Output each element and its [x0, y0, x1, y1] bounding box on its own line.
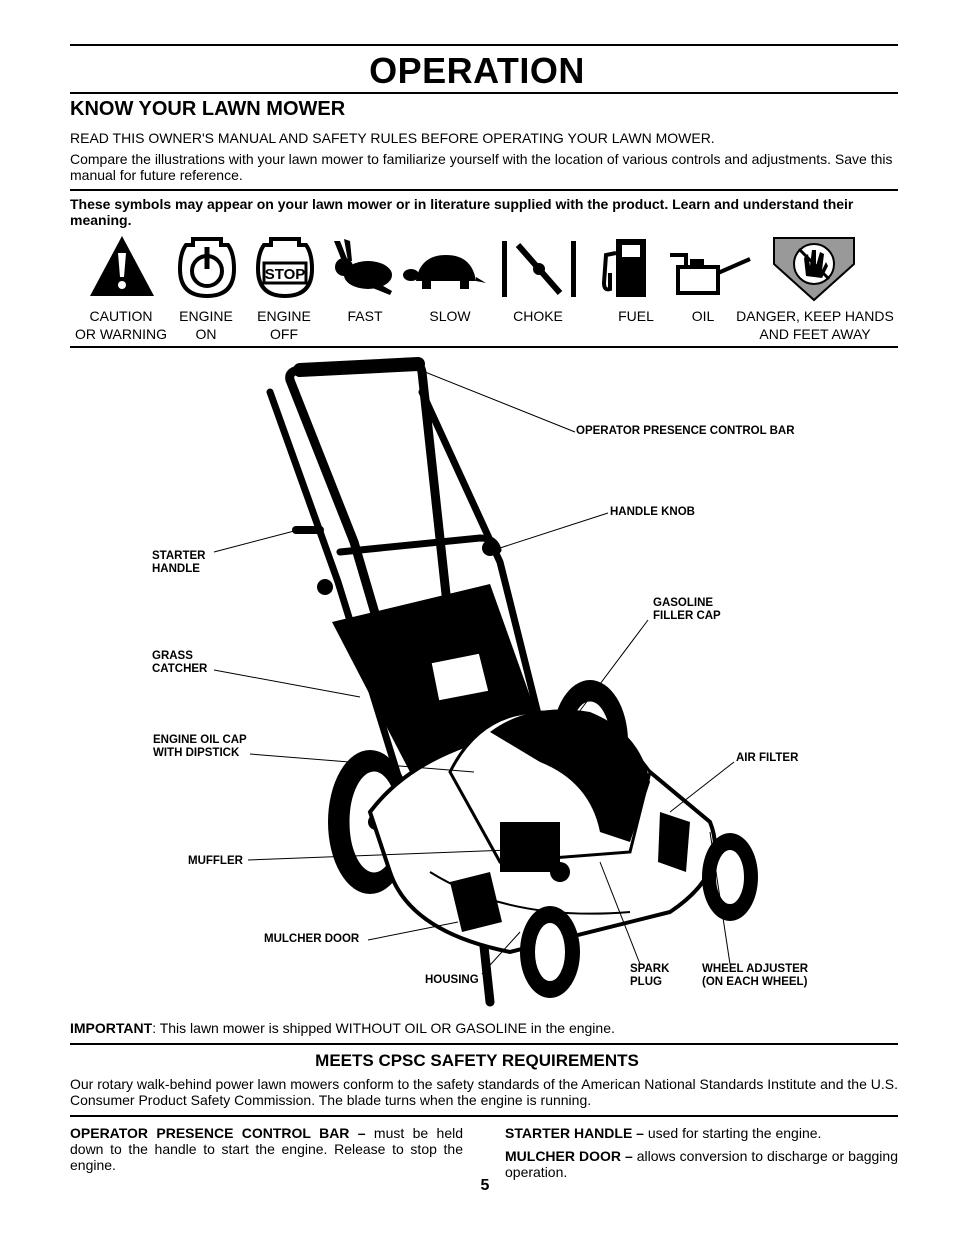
caution-triangle-icon	[88, 233, 156, 299]
lawn-mower-illustration	[70, 352, 898, 1012]
choke-icon	[502, 233, 578, 299]
symbol-label-slow: SLOW	[429, 308, 471, 324]
symbol-label-caution: CAUTION OR WARNING	[74, 308, 168, 342]
rabbit-icon	[330, 233, 400, 299]
keep-hands-away-icon	[772, 236, 856, 302]
mulcher-term: MULCHER DOOR –	[505, 1148, 633, 1164]
opc-term: OPERATOR PRESENCE CONTROL BAR –	[70, 1125, 366, 1141]
section-title: KNOW YOUR LAWN MOWER	[70, 98, 346, 120]
starter-term: STARTER HANDLE –	[505, 1125, 644, 1141]
important-text: : This lawn mower is shipped WITHOUT OIL OR GASOLINE in the engine.	[152, 1020, 615, 1036]
turtle-icon	[402, 233, 488, 299]
symbols-rule-top	[70, 189, 898, 191]
callout-grass-catcher: GRASS CATCHER	[152, 650, 208, 675]
engine-off-stop-icon	[256, 233, 314, 299]
svg-text:STOP: STOP	[264, 266, 306, 283]
starter-text: used for starting the engine.	[643, 1125, 822, 1141]
symbols-note: These symbols may appear on your lawn mower or in literature supplied with the product. Learn and understand their meaning.	[70, 196, 854, 228]
cpsc-title: MEETS CPSC SAFETY REQUIREMENTS	[315, 1051, 639, 1070]
callout-housing: HOUSING	[425, 974, 479, 986]
symbols-rule-bottom	[70, 346, 898, 348]
callout-gasoline-filler-cap: GASOLINE FILLER CAP	[653, 597, 721, 622]
callout-muffler: MUFFLER	[188, 855, 243, 867]
callout-handle-knob: HANDLE KNOB	[610, 506, 695, 518]
important-label: IMPORTANT	[70, 1020, 153, 1036]
opc-text: must be held down to the handle to start the engine. Release to stop the engine.	[70, 1125, 463, 1173]
symbol-label-fast: FAST	[347, 308, 383, 324]
title-rule	[70, 92, 898, 94]
symbol-label-engine-on: ENGINE ON	[179, 308, 233, 342]
intro-text: Compare the illustrations with your lawn mower to familiarize yourself with the location of various controls and adjustments. Save this manual for future reference.	[70, 151, 893, 183]
symbol-label-oil: OIL	[691, 308, 715, 324]
intro-caps: READ THIS OWNER'S MANUAL AND SAFETY RULES BEFORE OPERATING YOUR LAWN MOWER.	[70, 130, 715, 146]
cpsc-rule-bottom	[70, 1115, 898, 1117]
cpsc-rule-top	[70, 1043, 898, 1045]
symbol-label-keep-hands-away: DANGER, KEEP HANDS AND FEET AWAY	[736, 308, 894, 342]
symbol-label-engine-off: ENGINE OFF	[257, 308, 311, 342]
oil-can-icon	[666, 233, 752, 299]
definition-starter-handle	[505, 1125, 898, 1141]
callout-spark-plug: SPARK PLUG	[630, 963, 670, 988]
symbol-label-fuel: FUEL	[618, 308, 654, 324]
mulcher-text: allows conversion to discharge or bagging operation.	[505, 1148, 898, 1180]
callout-wheel-adjuster: WHEEL ADJUSTER (ON EACH WHEEL)	[702, 963, 809, 988]
symbol-label-choke: CHOKE	[513, 308, 563, 324]
cpsc-text: Our rotary walk-behind power lawn mowers conform to the safety standards of the American National Standards Institute and the U.S. Consumer Product Safety Commission. The blade turns when the engine is running.	[70, 1076, 898, 1108]
callout-engine-oil-cap: ENGINE OIL CAP WITH DIPSTICK	[153, 734, 247, 759]
callout-mulcher-door: MULCHER DOOR	[264, 933, 360, 945]
page-title: OPERATION	[369, 50, 585, 91]
engine-on-icon	[178, 233, 236, 299]
callout-operator-presence-control-bar: OPERATOR PRESENCE CONTROL BAR	[576, 425, 795, 437]
callout-starter-handle: STARTER HANDLE	[152, 550, 206, 575]
important-note	[70, 1020, 898, 1036]
callout-air-filter: AIR FILTER	[736, 752, 799, 764]
top-rule	[70, 44, 898, 46]
definition-mulcher-door	[505, 1148, 898, 1180]
page-number: 5	[480, 1177, 490, 1194]
fuel-pump-icon	[600, 233, 654, 299]
definition-operator-bar	[70, 1125, 463, 1173]
